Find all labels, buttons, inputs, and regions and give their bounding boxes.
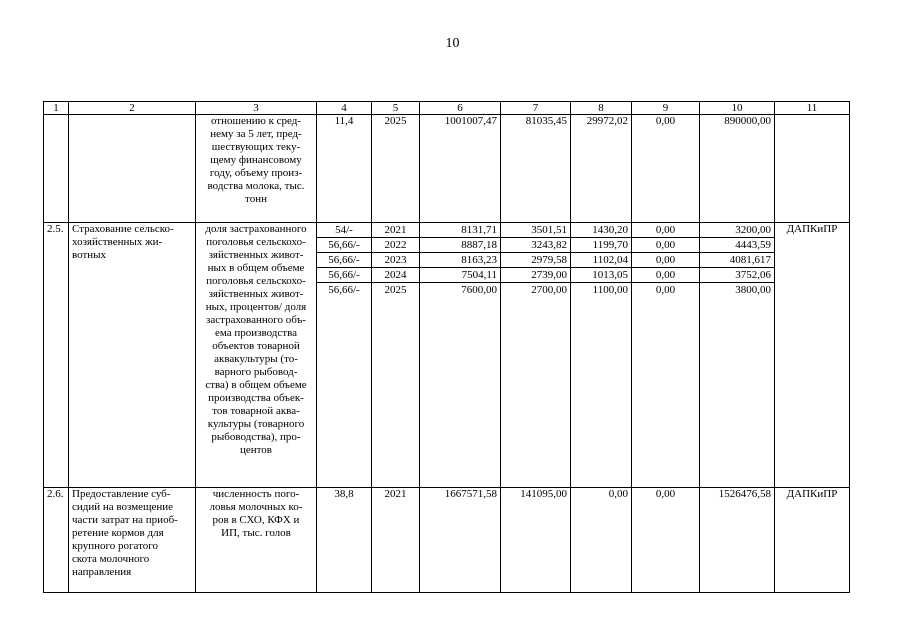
total-amounts	[420, 223, 501, 488]
program-table	[43, 101, 850, 593]
indicator-values	[317, 223, 372, 488]
row-number	[44, 115, 69, 223]
years	[372, 223, 420, 488]
header-cell: 5	[372, 102, 420, 115]
executor: ДАПКиПР	[775, 223, 850, 488]
federal-amount: 2979,58	[501, 253, 570, 268]
year: 2025	[384, 284, 407, 296]
extrabudget-amount: 3200,00	[700, 223, 774, 238]
header-cell: 2	[69, 102, 196, 115]
federal-amounts	[501, 223, 571, 488]
year: 2022	[372, 238, 419, 253]
total-amount: 8131,71	[420, 223, 500, 238]
extrabudget-amount: 4443,59	[700, 238, 774, 253]
indicator-value: 38,8	[317, 488, 372, 593]
header-cell: 8	[571, 102, 632, 115]
total-amount: 7600,00	[461, 284, 497, 296]
local-amount: 0,00	[632, 115, 700, 223]
regional-amount: 1430,20	[571, 223, 631, 238]
row-number: 2.5.	[44, 223, 69, 488]
measure-name: Страхование сельско- хозяйственных жи- вотных	[69, 223, 196, 488]
year: 2021	[372, 223, 419, 238]
local-amount: 0,00	[632, 488, 700, 593]
local-amount: 0,00	[632, 253, 699, 268]
extrabudget-amount: 4081,617	[700, 253, 774, 268]
table-row-continuation	[44, 115, 850, 223]
table-row-2-6	[44, 488, 850, 593]
total-amount: 8887,18	[420, 238, 500, 253]
extrabudget-amount: 890000,00	[700, 115, 775, 223]
year: 2021	[372, 488, 420, 593]
regional-amount: 29972,02	[571, 115, 632, 223]
indicator-value: 56,66/-	[317, 268, 371, 283]
table-row-2-5	[44, 223, 850, 488]
indicator-value: 56,66/-	[317, 238, 371, 253]
indicator-text: доля застрахованного поголовья сельскохо- зяйственных живот- ных в общем объеме поголовья сельскохо- зяйственных живот- ных, процентов/ доля застрахованного объ- ема производства объектов товарной аквакультуры (то- варного рыбовод- ства) в общем объеме производства объек- тов товарной аква- культуры (товарного рыбоводства), про- центов	[196, 223, 317, 488]
header-cell: 1	[44, 102, 69, 115]
total-amount: 8163,23	[420, 253, 500, 268]
local-amount: 0,00	[632, 238, 699, 253]
local-amount: 0,00	[632, 268, 699, 283]
year: 2023	[372, 253, 419, 268]
indicator-value: 54/-	[317, 223, 371, 238]
federal-amount: 3501,51	[501, 223, 570, 238]
page-number: 10	[445, 36, 460, 51]
total-amount: 1667571,58	[420, 488, 501, 593]
indicator-text: отношению к сред- нему за 5 лет, пред- шествующих теку- щему финансовому году, объему произ- водства молока, тыс. тонн	[196, 115, 317, 223]
regional-amounts	[571, 223, 632, 488]
federal-amount: 2739,00	[501, 268, 570, 283]
federal-amount: 141095,00	[501, 488, 571, 593]
indicator-value: 56,66/-	[317, 253, 371, 268]
federal-amount: 2700,00	[531, 284, 567, 296]
extrabudget-amount: 1526476,58	[700, 488, 775, 593]
header-row	[44, 102, 850, 115]
header-cell: 3	[196, 102, 317, 115]
regional-amount: 1102,04	[571, 253, 631, 268]
regional-amount: 1013,05	[571, 268, 631, 283]
regional-amount: 1199,70	[571, 238, 631, 253]
year: 2024	[372, 268, 419, 283]
header-cell: 4	[317, 102, 372, 115]
executor: ДАПКиПР	[775, 488, 850, 593]
header-cell: 7	[501, 102, 571, 115]
year: 2025	[372, 115, 420, 223]
local-amount: 0,00	[655, 284, 676, 296]
total-amount: 1001007,47	[420, 115, 501, 223]
executor	[775, 115, 850, 223]
header-cell: 11	[775, 102, 850, 115]
regional-amount: 1100,00	[592, 284, 628, 296]
federal-amount: 3243,82	[501, 238, 570, 253]
federal-amount: 81035,45	[501, 115, 571, 223]
indicator-value: 56,66/-	[328, 284, 360, 296]
row-number: 2.6.	[44, 488, 69, 593]
indicator-value: 11,4	[317, 115, 372, 223]
header-cell: 10	[700, 102, 775, 115]
regional-amount: 0,00	[571, 488, 632, 593]
extrabudget-amounts	[700, 223, 775, 488]
indicator-text: численность пого- ловья молочных ко- ров в СХО, КФХ и ИП, тыс. голов	[196, 488, 317, 593]
local-amount: 0,00	[632, 223, 699, 238]
total-amount: 7504,11	[420, 268, 500, 283]
extrabudget-amount: 3752,06	[700, 268, 774, 283]
header-cell: 6	[420, 102, 501, 115]
measure-name	[69, 115, 196, 223]
extrabudget-amount: 3800,00	[735, 284, 771, 296]
measure-name: Предоставление суб- сидий на возмещение части затрат на приоб- ретение кормов для крупного рогатого скота молочного направления	[69, 488, 196, 593]
header-cell: 9	[632, 102, 700, 115]
local-amounts	[632, 223, 700, 488]
